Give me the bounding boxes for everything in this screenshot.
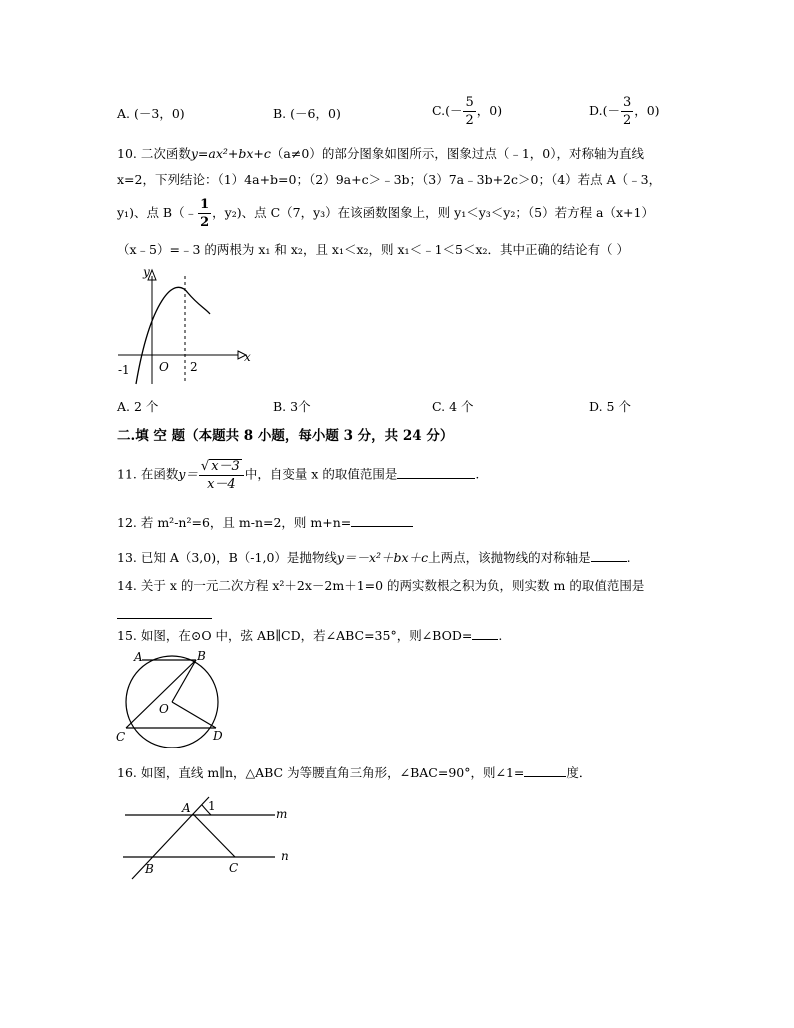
sqrt-sign: √ [200,459,210,474]
q9-option-a: A. (－3，0) [117,106,185,121]
segment-ob [172,660,196,702]
label-o: O [159,702,169,716]
segment-od [172,702,216,728]
label-a: A [182,801,191,815]
q14: 14. 关于 x 的一元二次方程 x²＋2x－2m＋1=0 的两实数根之积为负，则实数 m 的取值范围是 [117,578,645,593]
graph-origin-label: O [159,360,169,374]
q9-option-d: D.(－ $\frac{3}{2}$ ，0) [589,95,660,128]
parabola-curve [136,287,210,384]
label-b: B [145,862,154,876]
label-c: C [116,730,126,744]
q16: 16. 如图，直线 m∥n，△ABC 为等腰直角三角形，∠BAC=90°，则∠1= 度． [117,765,592,780]
q10-option-b: B. 3个 [273,399,311,414]
q10-parabola-graph [112,262,257,390]
graph-neg1-label: -1 [118,363,130,377]
q11-answer-blank[interactable] [397,467,475,479]
q11: 11. 在函数y＝ $\frac{√ x-3}{x-4}$ 中，自变量 x 的取值范围是 . [117,459,480,492]
label-angle-1: 1 [208,799,216,813]
graph-x-label: x [244,350,251,364]
segment-ac [193,814,235,857]
q12-answer-blank[interactable] [351,515,413,527]
q10-line-1: 10. 二次函数y=ax²+bx+c（a≠0）的部分图象如图所示，图象过点（﹣1，0），对称轴为直线 [117,146,644,161]
q15-answer-blank[interactable] [472,628,498,640]
q10-option-a: A. 2 个 [117,399,159,414]
section-2-heading: 二.填 空 题（本题共 8 小题，每小题 3 分，共 24 分） [117,428,454,444]
q10-line-2: x=2，下列结论：（1）4a+b=0；（2）9a+c＞﹣3b；（3）7a﹣3b+2c＞0；（4）若点 A（﹣3， [117,172,662,187]
q9-option-b: B. (－6，0) [273,106,341,121]
q14-answer-blank[interactable] [117,607,212,619]
q13: 13. 已知 A（3,0)，B（-1,0）是抛物线y＝－x²＋bx＋c上两点，该抛物线的对称轴是 . [117,550,631,565]
q9-option-c: C.(－ $\frac{5}{2}$ ，0) [432,95,503,128]
label-d: D [213,729,223,743]
label-m: m [276,807,288,821]
segment-bc [126,660,196,728]
q15: 15. 如图，在⊙O 中，弦 AB∥CD，若∠ABC=35°，则∠BOD= . [117,628,503,643]
label-b: B [197,649,206,663]
q10-line-4: （x﹣5）=﹣3 的两根为 x₁ 和 x₂，且 x₁＜x₂，则 x₁＜﹣1＜5＜x₂．其中正确的结论有（ ） [117,242,630,257]
q12: 12. 若 m²-n²=6，且 m-n=2，则 m+n= [117,515,413,530]
q15-circle-figure [112,648,232,748]
q10-line-3: y₁)、点 B（﹣ $\frac{1}{2}$ ，y₂)、点 C（7，y₃）在该函数图象上，则 y₁＜y₃＜y₂；（5）若方程 a（x+1） [117,197,654,230]
q13-answer-blank[interactable] [591,550,627,562]
label-n: n [281,849,289,863]
q16-triangle-figure [115,795,300,885]
label-c: C [229,861,239,875]
label-a: A [134,650,143,664]
segment-ab [132,797,209,879]
q10-option-d: D. 5 个 [589,399,631,414]
graph-two-label: 2 [190,360,198,374]
q16-answer-blank[interactable] [524,765,566,777]
q10-option-c: C. 4 个 [432,399,474,414]
graph-y-label: y [143,265,150,279]
